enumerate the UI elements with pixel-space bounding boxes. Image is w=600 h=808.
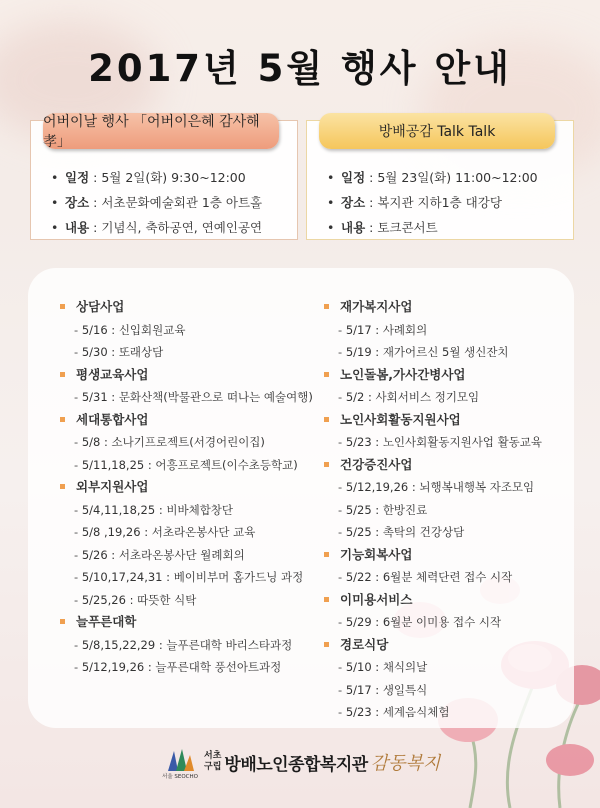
seocho-logo [160, 745, 200, 779]
event-detail-row: • 장소 : 복지관 지하1층 대강당 [327, 195, 502, 210]
svg-text:서울 SEOCHO: 서울 SEOCHO [162, 774, 198, 779]
section-heading: 기능회복사업 [322, 544, 542, 567]
section-heading: 재가복지사업 [322, 296, 542, 319]
section-heading: 노인돌봄,가사간병사업 [322, 364, 542, 387]
bullet-square-icon [324, 372, 329, 377]
detail-label: 장소 [65, 195, 90, 210]
program-item: - 5/10,17,24,31 : 베이비부머 홈가드닝 과정 [74, 570, 304, 584]
program-item: - 5/12,19,26 : 늘푸른대학 풍선아트과정 [74, 660, 282, 674]
event-detail-row: • 장소 : 서초문화예술회관 1층 아트홀 [51, 195, 263, 210]
program-item: - 5/22 : 6월분 체력단련 접수 시작 [338, 570, 513, 584]
bullet-square-icon [324, 304, 329, 309]
bullet-square-icon [60, 417, 65, 422]
detail-label: 장소 [341, 195, 366, 210]
detail-value: : 복지관 지하1층 대강당 [365, 195, 502, 210]
event-detail-row: • 일정 : 5월 2일(화) 9:30~12:00 [51, 170, 246, 185]
bullet-square-icon [324, 642, 329, 647]
bullet-square-icon [60, 304, 65, 309]
event-heading: 어버이날 행사 「어버이은혜 감사해 孝」 [43, 113, 279, 149]
program-item: - 5/2 : 사회서비스 정기모임 [338, 390, 480, 404]
program-item: - 5/8,15,22,29 : 늘푸른대학 바리스타과정 [74, 637, 293, 652]
section-heading: 외부지원사업 [58, 476, 313, 499]
program-item: - 5/23 : 세계음식체험 [338, 705, 450, 719]
program-item: - 5/12,19,26 : 뇌행복내행복 자조모임 [338, 480, 535, 494]
program-item: - 5/10 : 채식의날 [338, 660, 428, 674]
bullet-square-icon [324, 417, 329, 422]
event-detail-row: • 내용 : 기념식, 축하공연, 연예인공연 [51, 220, 263, 235]
detail-value: : 기념식, 축하공연, 연예인공연 [89, 220, 263, 235]
section-heading: 노인사회활동지원사업 [322, 409, 542, 432]
program-item: - 5/26 : 서초라온봉사단 월례회의 [74, 547, 245, 562]
detail-label: 내용 [341, 220, 366, 235]
detail-value: : 서초문화예술회관 1층 아트홀 [89, 195, 263, 210]
bullet-square-icon [60, 619, 65, 624]
detail-value: : 토크콘서트 [365, 220, 438, 235]
section-heading: 건강증진사업 [322, 454, 542, 477]
program-item: - 5/16 : 신입회원교육 [74, 322, 186, 337]
event-detail-row: • 내용 : 토크콘서트 [327, 220, 438, 235]
section-heading: 상담사업 [58, 296, 313, 319]
event-box-parents-day [30, 114, 298, 240]
program-item: - 5/31 : 문화산책(박물관으로 떠나는 예술여행) [74, 390, 313, 404]
bullet-square-icon [324, 597, 329, 602]
section-heading: 세대통합사업 [58, 409, 313, 432]
footer [160, 744, 460, 780]
bullet-square-icon [60, 372, 65, 377]
detail-value: : 5월 2일(화) 9:30~12:00 [89, 170, 246, 185]
program-item: - 5/29 : 6월분 이미용 접수 시작 [338, 615, 502, 629]
programs-column-right [322, 296, 542, 724]
program-item: - 5/8 ,19,26 : 서초라온봉사단 교육 [74, 525, 256, 539]
program-item: - 5/30 : 또래상담 [74, 345, 164, 359]
section-heading: 경로식당 [322, 634, 542, 657]
program-item: - 5/19 : 재가어르신 5월 생신잔치 [338, 345, 509, 359]
event-detail-list [51, 165, 262, 240]
event-box-talk-talk [306, 120, 574, 240]
footer-org-name: 방배노인종합복지관 [224, 754, 368, 775]
detail-value: : 5월 23일(화) 11:00~12:00 [365, 170, 538, 185]
section-heading: 평생교육사업 [58, 364, 313, 387]
program-item: - 5/25,26 : 따뜻한 식탁 [74, 592, 197, 607]
program-item: - 5/23 : 노인사회활동지원사업 활동교육 [338, 435, 543, 449]
event-heading: 방배공감 Talk Talk [319, 113, 555, 149]
bullet-square-icon [60, 484, 65, 489]
programs-column-left [58, 296, 313, 679]
program-item: - 5/25 : 촉탁의 건강상담 [338, 525, 465, 539]
program-item: - 5/11,18,25 : 어흥프로젝트(이수초등학교) [74, 457, 298, 472]
event-detail-row: • 일정 : 5월 23일(화) 11:00~12:00 [327, 170, 538, 185]
section-heading: 이미용서비스 [322, 589, 542, 612]
bullet-square-icon [324, 552, 329, 557]
bullet-square-icon [324, 462, 329, 467]
program-item: - 5/4,11,18,25 : 비바체합창단 [74, 502, 234, 517]
program-item: - 5/17 : 생일특식 [338, 682, 428, 697]
program-item: - 5/17 : 사례회의 [338, 322, 428, 337]
event-detail-list [327, 165, 538, 240]
detail-label: 일정 [341, 170, 366, 185]
page-title: 2017년 5월 행사 안내 [88, 47, 512, 90]
footer-slogan: 감동복지 [370, 753, 441, 774]
program-item: - 5/25 : 한방진료 [338, 502, 428, 517]
detail-label: 내용 [65, 220, 90, 235]
detail-label: 일정 [65, 170, 90, 185]
program-item: - 5/8 : 소나기프로젝트(서경어린이집) [74, 435, 265, 449]
section-heading: 늘푸른대학 [58, 611, 313, 634]
footer-org-type: 서초 구립 [204, 751, 222, 772]
